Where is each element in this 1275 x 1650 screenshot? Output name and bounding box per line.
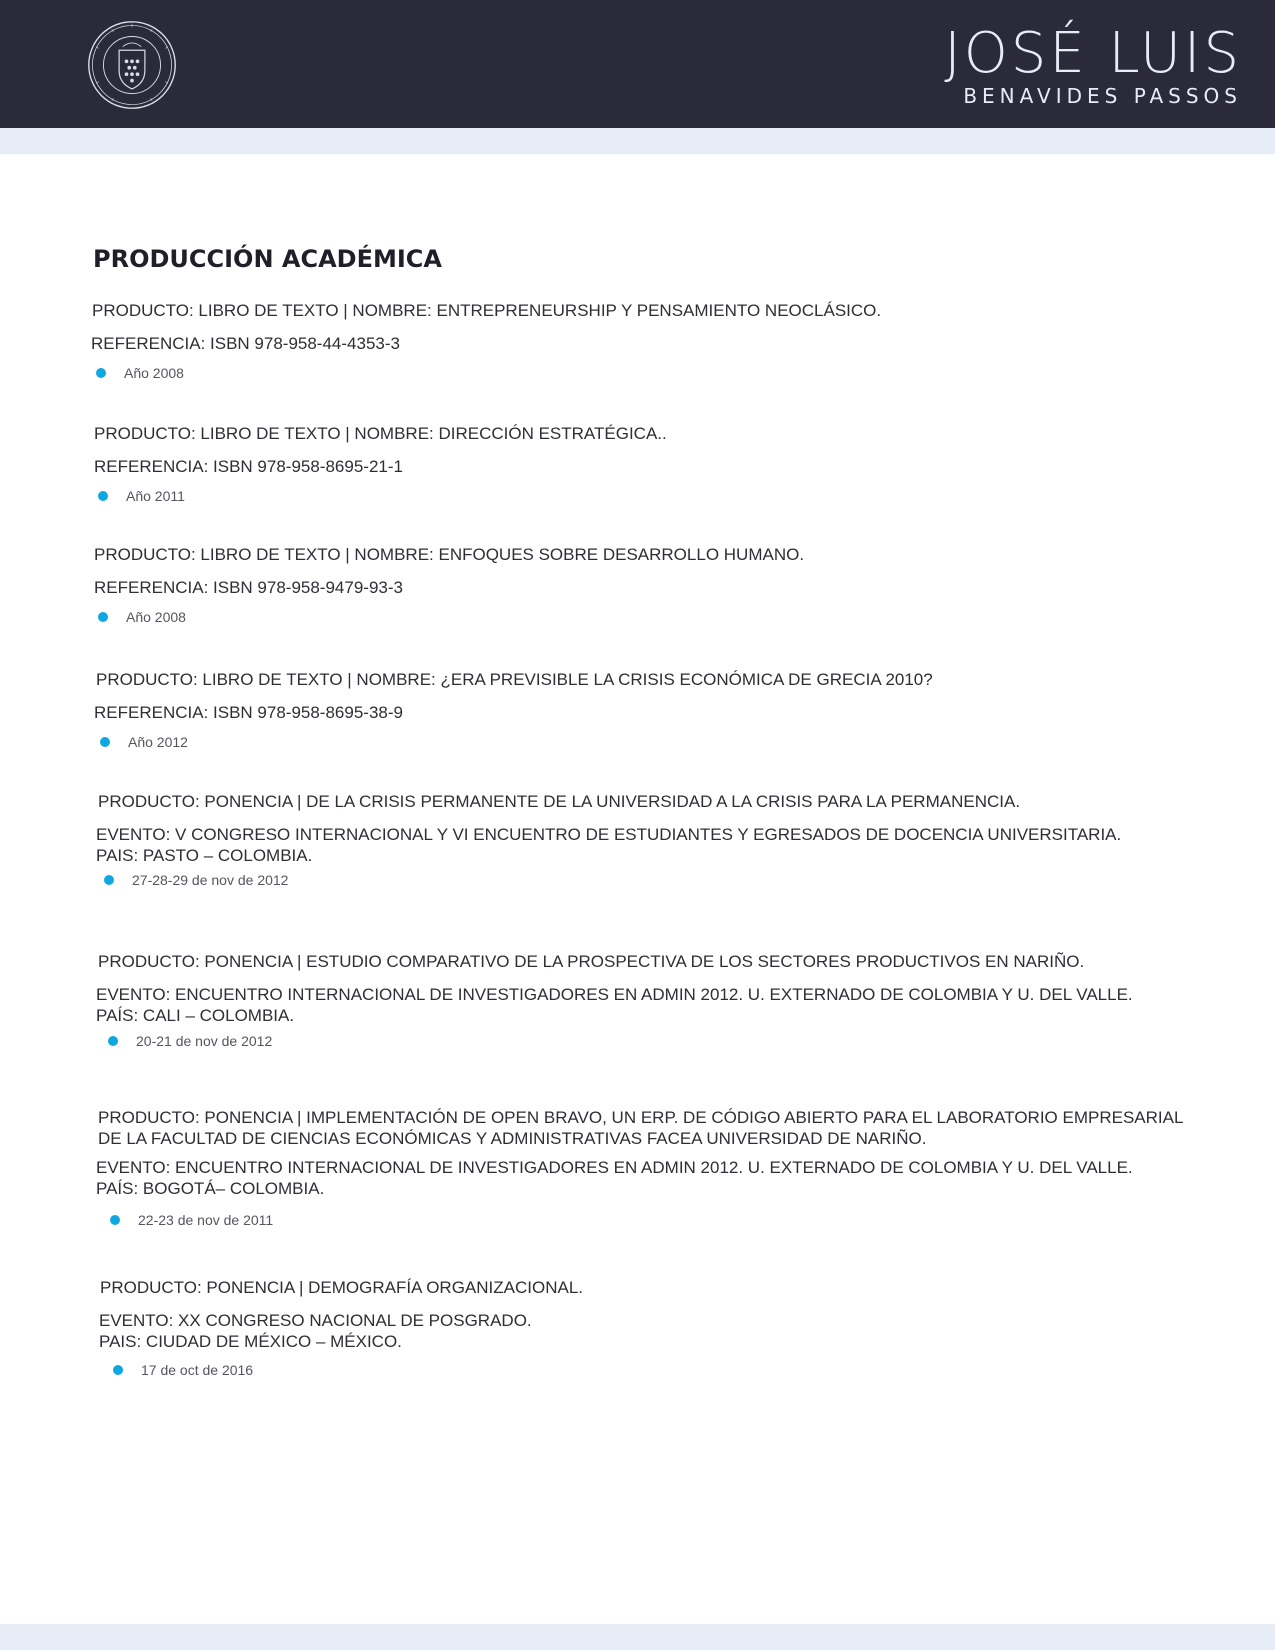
reference-line: REFERENCIA: ISBN 978-958-8695-21-1 <box>94 457 403 476</box>
date-label: 20-21 de nov de 2012 <box>136 1033 273 1049</box>
bullet-dot-icon <box>98 491 108 501</box>
product-line: PRODUCTO: LIBRO DE TEXTO | NOMBRE: ENTREPRENEURSHIP Y PENSAMIENTO NEOCLÁSICO. <box>92 301 882 320</box>
country-line: PAIS: PASTO – COLOMBIA. <box>96 846 313 865</box>
product-line: PRODUCTO: LIBRO DE TEXTO | NOMBRE: ENFOQUES SOBRE DESARROLLO HUMANO. <box>94 545 805 564</box>
header-band <box>0 128 1275 154</box>
bullet-dot-icon <box>113 1365 123 1375</box>
product-line: PRODUCTO: PONENCIA | ESTUDIO COMPARATIVO DE LA PROSPECTIVA DE LOS SECTORES PRODUCTIVOS EN NARIÑO. <box>98 952 1085 971</box>
date-label: Año 2008 <box>126 609 186 625</box>
product-line: PRODUCTO: LIBRO DE TEXTO | NOMBRE: ¿ERA PREVISIBLE LA CRISIS ECONÓMICA DE GRECIA 2010? <box>96 670 933 689</box>
list-item <box>98 791 1121 888</box>
header-bar <box>0 0 1275 128</box>
date-label: Año 2012 <box>128 734 188 750</box>
date-label: 17 de oct de 2016 <box>141 1362 254 1378</box>
bullet-dot-icon <box>104 875 114 885</box>
section-title: PRODUCCIÓN ACADÉMICA <box>93 245 442 273</box>
footer-band <box>0 1624 1275 1650</box>
event-line: EVENTO: ENCUENTRO INTERNACIONAL DE INVESTIGADORES EN ADMIN 2012. U. EXTERNADO DE COLOMBIA Y U. DEL VALLE. <box>96 1158 1133 1177</box>
name-first: JOSÉ LUIS <box>944 21 1242 86</box>
date-label: 27-28-29 de nov de 2012 <box>132 872 289 888</box>
list-item <box>98 951 1133 1049</box>
bullet-dot-icon <box>100 737 110 747</box>
bullet-dot-icon <box>110 1215 120 1225</box>
list-item <box>98 1107 1183 1228</box>
event-line: EVENTO: ENCUENTRO INTERNACIONAL DE INVESTIGADORES EN ADMIN 2012. U. EXTERNADO DE COLOMBIA Y U. DEL VALLE. <box>96 985 1133 1004</box>
list-item <box>100 1277 583 1378</box>
product-line-continued: DE LA FACULTAD DE CIENCIAS ECONÓMICAS Y ADMINISTRATIVAS FACEA UNIVERSIDAD DE NARIÑO. <box>98 1129 927 1148</box>
country-line: PAIS: CIUDAD DE MÉXICO – MÉXICO. <box>99 1332 402 1351</box>
reference-line: REFERENCIA: ISBN 978-958-8695-38-9 <box>94 703 403 722</box>
bullet-dot-icon <box>96 368 106 378</box>
reference-line: REFERENCIA: ISBN 978-958-9479-93-3 <box>94 578 403 597</box>
list-item <box>92 300 881 381</box>
date-label: 22-23 de nov de 2011 <box>138 1212 274 1228</box>
event-line: EVENTO: V CONGRESO INTERNACIONAL Y VI ENCUENTRO DE ESTUDIANTES Y EGRESADOS DE DOCENCIA UNIVERSITARIA. <box>96 825 1122 844</box>
product-line: PRODUCTO: PONENCIA | IMPLEMENTACIÓN DE OPEN BRAVO, UN ERP. DE CÓDIGO ABIERTO PARA EL LABORATORIO EMPRESARIAL <box>98 1108 1184 1127</box>
product-line: PRODUCTO: PONENCIA | DEMOGRAFÍA ORGANIZACIONAL. <box>100 1278 584 1297</box>
date-label: Año 2011 <box>126 488 185 504</box>
university-seal-icon <box>86 19 178 111</box>
product-line: PRODUCTO: PONENCIA | DE LA CRISIS PERMANENTE DE LA UNIVERSIDAD A LA CRISIS PARA LA PERMANENCIA. <box>98 792 1021 811</box>
country-line: PAÍS: CALI – COLOMBIA. <box>96 1006 295 1025</box>
reference-line: REFERENCIA: ISBN 978-958-44-4353-3 <box>91 334 400 353</box>
list-item <box>94 423 667 504</box>
name-last: BENAVIDES PASSOS <box>963 84 1242 108</box>
bullet-dot-icon <box>98 612 108 622</box>
date-label: Año 2008 <box>124 365 184 381</box>
bullet-dot-icon <box>108 1036 118 1046</box>
list-item <box>96 669 933 750</box>
event-line: EVENTO: XX CONGRESO NACIONAL DE POSGRADO. <box>99 1311 532 1330</box>
country-line: PAÍS: BOGOTÁ– COLOMBIA. <box>96 1179 325 1198</box>
list-item <box>94 544 804 625</box>
product-line: PRODUCTO: LIBRO DE TEXTO | NOMBRE: DIRECCIÓN ESTRATÉGICA.. <box>94 424 667 443</box>
